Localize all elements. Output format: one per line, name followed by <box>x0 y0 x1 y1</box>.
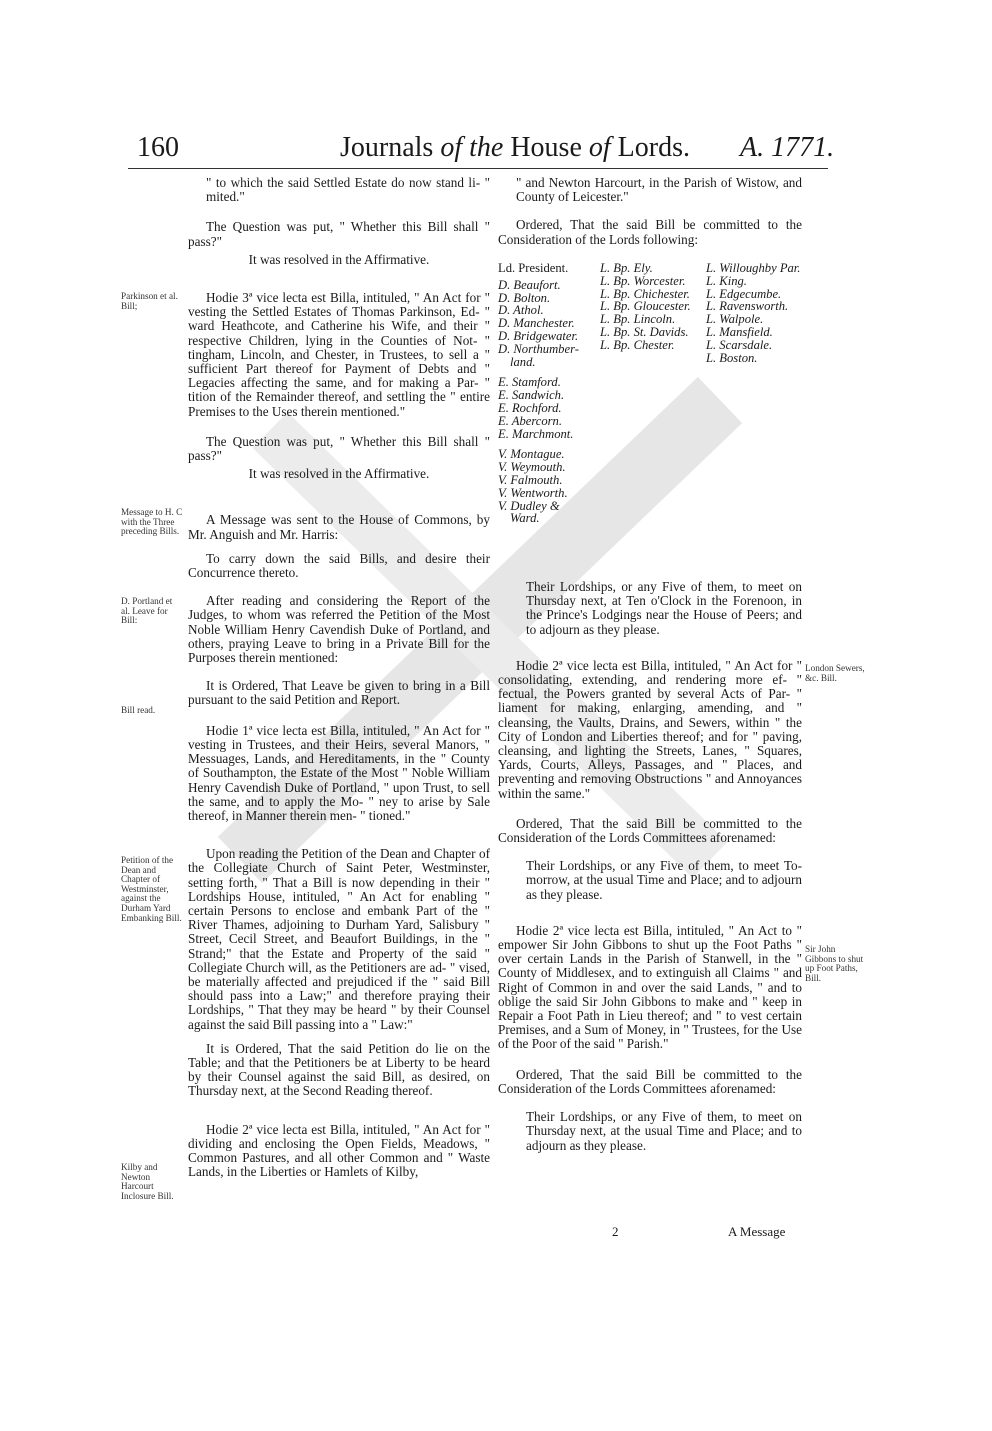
left-para-2: The Question was put, " Whether this Bill shall " pass?" <box>188 219 490 249</box>
left-para-7: A Message was sent to the House of Commons, by Mr. Anguish and Mr. Harris: <box>188 512 490 542</box>
lord-entry: D. Bridgewater. <box>498 328 579 343</box>
lord-entry: L. Bp. St. Davids. <box>600 324 689 339</box>
lord-entry: L. Scarsdale. <box>706 337 773 352</box>
right-para-2: Ordered, That the said Bill be committed to the Consideration of the Lords following: <box>498 217 802 247</box>
right-para-9: Their Lordships, or any Five of them, to meet on Thursday next, at the usual Time and Place; and to adjourn as they please. <box>526 1109 802 1153</box>
left-para-6: It was resolved in the Affirmative. <box>248 466 430 482</box>
page-number: 160 <box>137 132 179 163</box>
lord-entry: L. King. <box>706 273 747 288</box>
right-para-7: Hodie 2ª vice lecta est Billa, intituled, " An Act to " empower Sir John Gibbons to shut up the Foot Paths " over certain Lands in the Parish of Stanwell, in the " County of Middlesex, and to extinguish all Claims " and Right of Common in and over the said Lands, " and to oblige the said Sir John Gibbons to make and " keep in Repair a Foot Path in Lieu thereof; and " to vest certain Premises, and a Sum of Money, in " Trustees, for the Use of the Poor of the said " Parish." <box>498 922 802 1052</box>
right-para-3: Their Lordships, or any Five of them, to meet on Thursday next, at Ten o'Clock in the Forenoon, in the Prince's Lodgings near the House of Peers; and to adjourn as they please. <box>526 579 802 637</box>
lord-entry: L. Walpole. <box>706 312 764 327</box>
lord-entry: L. Mansfield. <box>706 324 773 339</box>
left-para-12: Upon reading the Petition of the Dean and Chapter of the Collegiate Church of Saint Peter, Westminster, setting forth, " That a Bill is now depending in their " Lordships House, intituled, " An Act for enabling " certain Persons to enclose and embank Part of the " River Thames, adjoining to Durham Yard, Salisbury " Street, Cecil Street, and Beaufort Buildings, in the " Strand;" that the Estate and Property of the said " Collegiate Church will, as the Petitioners are ad- " vised, be materially affected and prejudiced if the " said Bill should pass into a Law;" and therefore praying their Lordships, " That they may be heard " by their Counsel against the said Bill passing into a " Law:" <box>188 846 490 1032</box>
lord-entry: V. Falmouth. <box>498 472 563 487</box>
lord-entry: L. Bp. Chichester. <box>600 286 690 301</box>
left-para-5: The Question was put, " Whether this Bill shall " pass?" <box>188 433 490 464</box>
right-para-1: " and Newton Harcourt, in the Parish of Wistow, and County of Leicester." <box>516 175 802 205</box>
left-para-1: " to which the said Settled Estate do now stand li- " mited." <box>206 175 490 205</box>
lords-list-barons <box>706 262 816 364</box>
left-para-4: Hodie 3ª vice lecta est Billa, intituled, " An Act for " vesting the Settled Estates of Thomas Parkinson, Ed- " ward Heathcote, and Catherine his Wife, and their " respective Children, lying in the Counties of Not- " tingham, Lincoln, and Chester, in Trustees, to sell a " sufficient Part thereof for Payment of Debts and " Legacies affecting the same, and for making a Par- " tition of the Remainder thereof, and settling the " entire Premises to the Uses therein mentioned." <box>188 290 490 419</box>
margin-note-bill-read: Bill read. <box>121 705 156 715</box>
left-para-3: It was resolved in the Affirmative. <box>248 251 430 267</box>
lord-entry: E. Sandwich. <box>498 388 565 403</box>
lord-entry: L. Bp. Chester. <box>600 337 675 352</box>
lord-entry: E. Abercorn. <box>498 413 563 428</box>
margin-note-gibbons: Sir John Gibbons to shut up Foot Paths, Bill. <box>805 944 864 983</box>
lord-entry: L. Bp. Gloucester. <box>600 299 691 314</box>
lord-entry: L. Willoughby Par. <box>706 261 801 275</box>
signature-mark: 2 <box>612 1224 619 1239</box>
lords-list-peers <box>498 262 598 525</box>
left-para-11: Hodie 1ª vice lecta est Billa, intituled, " An Act for " vesting in Trustees, and their Heirs, several Manors, " Messuages, Lands, and Hereditaments, in the " County of Southampton, the Estate of the Most " Noble William Henry Cavendish Duke of Portland, " upon Trust, to sell the same, and to apply the Mo- " ney to arise by Sale thereof, in Manner therein men- " tioned." <box>188 722 490 823</box>
title-journals: Journals <box>340 132 434 163</box>
left-para-9: After reading and considering the Report of the Judges, to whom was referred the Petition of the Most Noble William Henry Cavendish Duke of Portland, and others, praying Leave to bring in a Private Bill for the Purposes therein mentioned: <box>188 593 490 666</box>
left-para-14: Hodie 2ª vice lecta est Billa, intituled, " An Act for " dividing and enclosing the Open Fields, Meadows, " Common Pastures, and all other Common and " Waste Lands, in the Liberties or Hamlets of Kilby, <box>188 1121 490 1180</box>
margin-note-london: London Sewers, &c. Bill. <box>805 663 865 683</box>
right-column-top <box>498 176 802 247</box>
margin-note-petition: Petition of the Dean and Chapter of Westminster, against the Durham Yard Embanking Bill. <box>121 855 182 923</box>
lord-entry: D. Athol. <box>498 303 544 318</box>
lord-entry: D. Northumber- land. <box>498 341 579 369</box>
lord-entry: V. Wentworth. <box>498 485 568 500</box>
lord-entry: L. Boston. <box>706 350 758 365</box>
lord-entry: D. Manchester. <box>498 316 575 331</box>
lords-list-bishops <box>600 262 704 352</box>
lord-entry: Ld. President. <box>498 261 569 275</box>
left-para-10: It is Ordered, That Leave be given to bring in a Bill pursuant to the said Petition and Report. <box>188 678 490 708</box>
left-para-8: To carry down the said Bills, and desire their Concurrence thereto. <box>188 550 490 581</box>
title-house: House <box>510 132 582 163</box>
margin-note-parkinson: Parkinson et al. Bill; <box>121 291 178 311</box>
title-the: the <box>469 132 504 163</box>
left-column <box>188 176 490 1179</box>
right-para-8: Ordered, That the said Bill be committed to the Consideration of the Lords Committees aforenamed: <box>498 1066 802 1096</box>
lord-entry: V. Dudley & Ward. <box>498 498 560 526</box>
left-para-13: It is Ordered, That the said Petition do lie on the Table; and that the Petitioners be at Liberty to be heard by their Counsel against the said Bill, as desired, on Thursday next, at the Second Reading thereof. <box>188 1040 490 1099</box>
catchword: A Message <box>728 1224 786 1239</box>
lord-entry: D. Beaufort. <box>498 277 561 292</box>
lord-entry: L. Bp. Ely. <box>600 261 653 275</box>
lord-entry: L. Bp. Lincoln. <box>600 312 676 327</box>
title-of: of <box>440 132 463 163</box>
title-lords: Lords. <box>617 132 690 163</box>
margin-note-kilby: Kilby and Newton Harcourt Inclosure Bill. <box>121 1162 174 1201</box>
right-column-bottom <box>498 580 802 1153</box>
margin-note-message: Message to H. C with the Three preceding Bills. <box>121 507 183 537</box>
right-para-5: Ordered, That the said Bill be committed to the Consideration of the Lords Committees aforenamed: <box>498 815 802 846</box>
running-title <box>340 132 690 164</box>
right-para-6: Their Lordships, or any Five of them, to meet To-morrow, at the usual Time and Place; and to adjourn as they please. <box>526 858 802 902</box>
lord-entry: L. Edgecumbe. <box>706 286 782 301</box>
lord-entry: L. Ravensworth. <box>706 299 789 314</box>
lord-entry: L. Bp. Worcester. <box>600 273 686 288</box>
margin-note-portland: D. Portland et al. Leave for Bill: <box>121 596 173 626</box>
lord-entry: V. Weymouth. <box>498 460 566 475</box>
lord-entry: E. Rochford. <box>498 400 562 415</box>
right-para-4: Hodie 2ª vice lecta est Billa, intituled, " An Act for " consolidating, extending, and rendering more ef- " fectual, the Powers granted by several Acts of Par- " liament for making, enlarging, amending, and " cleansing, the Vaults, Drains, and Sewers, within " the City of London and Liberties thereof; and for " paving, cleansing, and lighting the Streets, Lanes, " Squares, Yards, Courts, Alleys, Passages, and " Places, and preventing and removing Obstructions " and Annoyances within the same." <box>498 657 802 801</box>
lord-entry: E. Stamford. <box>498 375 561 390</box>
header-rule <box>128 168 828 169</box>
lord-entry: E. Marchmont. <box>498 426 574 441</box>
title-of-2: of <box>588 132 611 163</box>
lord-entry: D. Bolton. <box>498 290 551 305</box>
year-label: A. 1771. <box>740 132 835 163</box>
lord-entry: V. Montague. <box>498 447 565 462</box>
